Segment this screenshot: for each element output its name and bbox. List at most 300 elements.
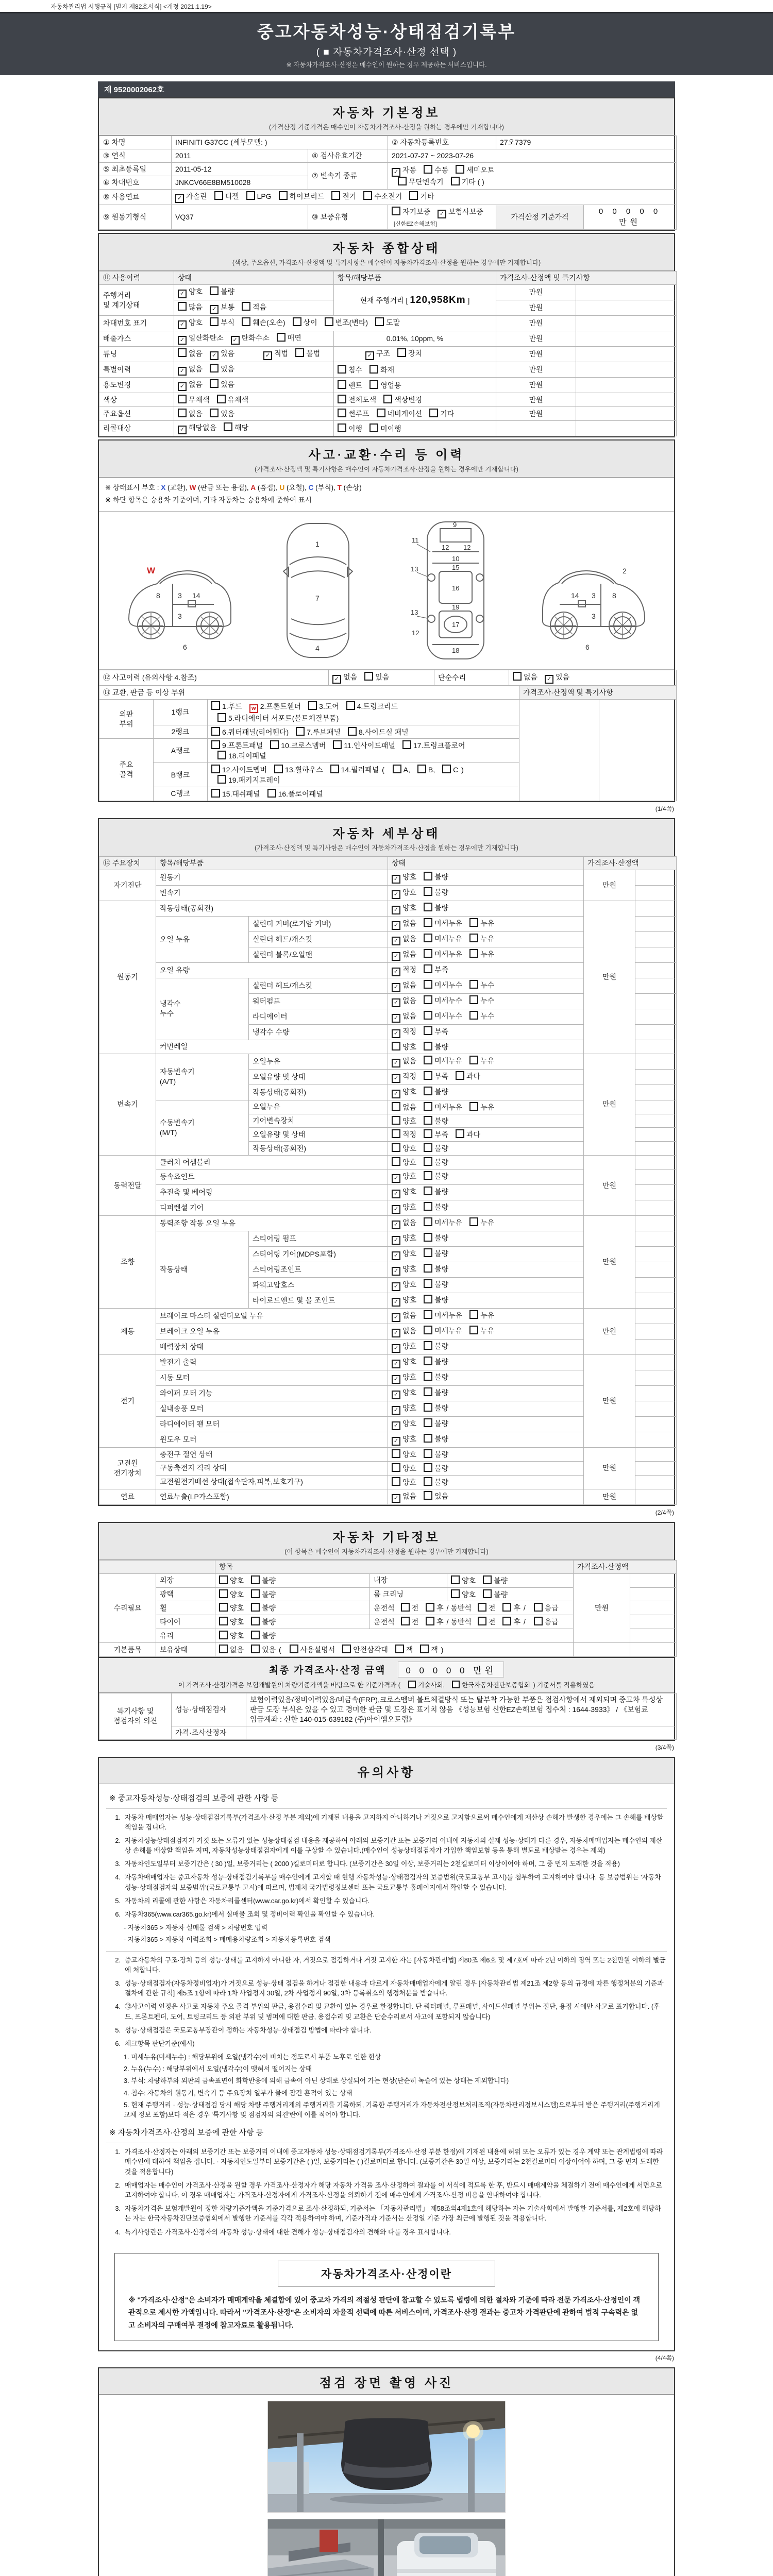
checkbox-양호[interactable]: ✓ (178, 290, 187, 298)
checkbox-label: 불량 (434, 888, 449, 896)
text: 타이어 (160, 1617, 181, 1626)
checkbox-없음[interactable]: ✓ (392, 1313, 400, 1322)
checkbox-불량[interactable] (251, 1589, 260, 1598)
checkbox-없음[interactable] (178, 409, 187, 417)
checkbox-불량[interactable] (251, 1575, 260, 1584)
checkbox-16.플로어패널[interactable] (267, 789, 276, 798)
checkbox-양호[interactable]: ✓ (392, 906, 400, 914)
checkbox-많음[interactable] (178, 302, 187, 311)
checkbox-4.트렁크리드[interactable] (346, 701, 355, 710)
checkbox-불량[interactable] (424, 1202, 432, 1211)
checkbox-자기보증[interactable] (392, 207, 400, 215)
checkbox-적법[interactable]: ✓ (263, 351, 272, 360)
checkbox-도말[interactable] (375, 317, 384, 326)
checkbox-보험사보증[interactable]: ✓ (438, 210, 446, 218)
checkbox-미세누유[interactable] (424, 1310, 432, 1319)
checkbox-양호[interactable]: ✓ (392, 1391, 400, 1399)
checkbox-양호[interactable]: ✓ (392, 1251, 400, 1260)
checkbox-없음[interactable]: ✓ (392, 1329, 400, 1337)
checkbox-B,[interactable] (417, 765, 426, 773)
checkbox-후[interactable] (502, 1617, 511, 1625)
detail-state-table-cell (635, 1040, 677, 1054)
checkbox-양호[interactable]: ✓ (392, 1174, 400, 1183)
checkbox-전기[interactable] (331, 191, 340, 200)
checkbox-매연[interactable] (277, 333, 285, 342)
checkbox-양호[interactable]: ✓ (392, 1267, 400, 1276)
text: 충전구 절연 상태 (160, 1450, 213, 1459)
checkbox-양호[interactable]: ✓ (392, 1437, 400, 1446)
checkbox-기타[interactable] (409, 191, 418, 200)
checkbox-label: 없음 (402, 1327, 417, 1335)
notice-item-text: 체크항목 판단기준(예시) (125, 2039, 195, 2047)
legend-code-U: U (279, 484, 285, 492)
checkbox-있음[interactable] (210, 409, 219, 417)
checkbox-무채색[interactable] (178, 395, 187, 403)
checkbox-C[interactable] (442, 765, 451, 773)
checkbox-일산화탄소[interactable]: ✓ (178, 336, 187, 345)
checkbox-가솔린[interactable]: ✓ (175, 194, 184, 203)
checkbox-색상변경[interactable] (383, 395, 392, 403)
text: 연료누출(LP가스포함) (160, 1492, 229, 1501)
checkbox-응급[interactable] (534, 1603, 543, 1612)
checkbox-디젤[interactable] (214, 191, 223, 200)
checkbox-없음[interactable]: ✓ (178, 382, 187, 391)
text: 등속죠인트 (160, 1173, 195, 1181)
detail-state-table-cell (249, 1009, 388, 1024)
checkbox-label: 기타 ( ) (461, 177, 484, 186)
checkbox-있음[interactable] (210, 379, 219, 388)
text: (판금 또는 용접), (196, 484, 251, 492)
checkbox-미세누유[interactable] (424, 1326, 432, 1334)
checkbox-양호[interactable] (392, 1042, 400, 1050)
checkbox-불량[interactable] (424, 1341, 432, 1350)
detail-state-table-cell (635, 978, 677, 993)
text: 동력전달 (113, 1181, 142, 1190)
checkbox-미세누유[interactable] (424, 1102, 432, 1111)
notice-head-price: ※ 자동차가격조사·산정의 보증에 관한 사항 등 (106, 2122, 667, 2143)
notice-item-text: 자동차매매업자는 중고자동차 성능·상태점검기록부를 매수인에게 고지할 때 현행 자동차성능·상태점검자의 보증범위(국토교통부 고시)를 첨부하여 고지하여야 합니다. 동 보증범위는 '자동차성능·상태점검자의 보증범위'(국토교통부 고시)에 따르며, 법제처 국가법령정보센터 또는 국토교통부 홈페이지에서 확인할 수 있습니다. (125, 1873, 661, 1891)
checkbox-양호[interactable]: ✓ (392, 1375, 400, 1384)
detail-state-table-cell (99, 1355, 156, 1448)
checkbox-전[interactable] (478, 1603, 486, 1612)
checkbox-불량[interactable] (424, 872, 432, 880)
panel-rank-table-cell (599, 699, 677, 801)
price-definition-title: 자동차가격조사·산정이란 (278, 2261, 495, 2286)
checkbox-있음[interactable]: ✓ (545, 675, 553, 684)
overall-state-table-cell (174, 421, 334, 436)
checkbox-없음[interactable]: ✓ (392, 1059, 400, 1067)
text: JNKCV66E8BM510028 (175, 178, 251, 187)
checkbox-불량[interactable] (424, 1463, 432, 1472)
checkbox-양호[interactable]: ✓ (392, 1421, 400, 1430)
checkbox-없음[interactable] (392, 1102, 400, 1111)
checkbox-구조[interactable]: ✓ (365, 351, 374, 360)
basic-info-table-cell (99, 176, 172, 189)
checkbox-미세누유[interactable] (424, 1056, 432, 1064)
checkbox-label: 없음 (402, 934, 417, 943)
checkbox-양호[interactable]: ✓ (392, 1282, 400, 1291)
checkbox-19.패키지트레이[interactable] (217, 775, 226, 784)
text: 고전원 (117, 1459, 138, 1468)
text: 만원 (602, 973, 617, 981)
checkbox-label: 양호 (402, 1234, 417, 1243)
checkbox-과다[interactable] (456, 1129, 464, 1138)
checkbox-없음[interactable]: ✓ (392, 937, 400, 945)
checkbox-label: 양호 (402, 1435, 417, 1444)
checkbox-미세누수[interactable] (424, 995, 432, 1004)
checkbox-영업용[interactable] (369, 380, 378, 389)
etc-info-table-cell (156, 1629, 215, 1643)
checkbox-양호[interactable] (392, 1143, 400, 1152)
checkbox-label: 양호 (402, 1144, 417, 1153)
checkbox-부식[interactable] (210, 317, 219, 326)
svg-text:6: 6 (182, 642, 187, 651)
checkbox-적정[interactable]: ✓ (392, 968, 400, 976)
detail-state-table-cell (388, 1489, 584, 1504)
checkbox-장치[interactable] (397, 348, 406, 357)
checkbox-적음[interactable] (242, 302, 250, 311)
checkbox-없음[interactable]: ✓ (392, 983, 400, 992)
basic-info-table-cell (308, 205, 388, 230)
checkbox-11.인사이드패널[interactable] (333, 740, 342, 749)
checkbox-없음[interactable]: ✓ (392, 1494, 400, 1503)
checkbox-탄화수소[interactable]: ✓ (231, 336, 240, 345)
checkbox-label: 불량 (434, 1464, 449, 1472)
checkbox-없음[interactable]: ✓ (392, 952, 400, 961)
checkbox-없음[interactable]: ✓ (332, 675, 341, 684)
checkbox-불량[interactable] (424, 1372, 432, 1381)
notice-item (107, 1955, 666, 1975)
checkbox-불량[interactable] (210, 286, 219, 295)
checkbox-미세누유[interactable] (424, 934, 432, 942)
checkbox-누수[interactable] (469, 995, 478, 1004)
checkbox-양호[interactable] (392, 1449, 400, 1458)
checkbox-없음[interactable]: ✓ (392, 998, 400, 1007)
checkbox-수소전기[interactable] (363, 191, 372, 200)
checkbox-양호[interactable] (219, 1617, 228, 1625)
checkbox-불량[interactable] (424, 1248, 432, 1257)
checkbox-불량[interactable] (251, 1617, 260, 1625)
detail-state-table-cell (99, 1489, 156, 1504)
checkbox-미세누유[interactable] (424, 918, 432, 927)
detail-state-table-cell (388, 1262, 584, 1278)
checkbox-미세누유[interactable] (424, 949, 432, 958)
checkbox-상이[interactable] (293, 317, 301, 326)
checkbox-양호[interactable]: ✓ (392, 1406, 400, 1415)
checkbox-1.후드[interactable] (211, 701, 220, 710)
checkbox-세미오토[interactable] (456, 165, 464, 174)
checkbox-네비게이션[interactable] (377, 409, 385, 417)
checkbox-적정[interactable] (392, 1129, 400, 1138)
etc-info-table-cell (630, 1601, 677, 1615)
svg-text:6: 6 (585, 642, 590, 651)
price-definition-body: ※ "가격조사·산정"은 소비자가 매매계약을 체결함에 있어 중고차 가격의 적절성 판단에 참고할 수 있도록 법령에 의한 절차와 기준에 따라 전문 가격조사·산정인이 객관적으로 제시한 가액입니다. 따라서 "가격조사·산정"은 소비자의 자율적 선택에 따른 서비스이며, 가격조사·산정 결과는 중고차 가격판단에 관하여 법적 구속력은 없고 소비자의 구매여부 결정에 참고자료로 활용됩니다. (128, 2295, 641, 2329)
detail-state-table-cell (388, 1069, 584, 1084)
checkbox-적정[interactable]: ✓ (392, 1074, 400, 1083)
checkbox-보통[interactable]: ✓ (210, 305, 219, 314)
checkbox-8.사이드실 패널[interactable] (348, 727, 357, 736)
checkbox-없음[interactable] (178, 348, 187, 357)
notice-subitem: 5. 현재 주행거리 · 성능·상태점검 당시 해당 차량 주행거리계의 주행거리를 기록하되, 기록한 주행거리가 자동차전산정보처리조직(자동차관리정보시스템)으로부터 받은 주행거리(주행거리계 교체 정보 포함)보다 적은 경우 '특기사항 및 점검자의 의견'란에 이를 적어야 합니다. (124, 2100, 660, 2119)
text: 자기진단 (113, 880, 142, 889)
checkbox-있음[interactable] (251, 1645, 260, 1653)
checkbox-불량[interactable] (424, 1295, 432, 1303)
overall-state-table-cell (576, 331, 677, 347)
detail-state-table-cell (99, 1448, 156, 1489)
checkbox-불량[interactable] (424, 1387, 432, 1396)
text: 만원 (529, 303, 543, 312)
checkbox-불량[interactable] (483, 1589, 492, 1598)
text: 주요옵션 (103, 409, 131, 418)
checkbox-부족[interactable] (424, 1071, 432, 1080)
checkbox-훼손(오손)[interactable] (242, 317, 250, 326)
checkbox-없음[interactable] (219, 1645, 228, 1653)
checkbox-양호[interactable]: ✓ (392, 1236, 400, 1245)
checkbox-양호[interactable]: ✓ (392, 1344, 400, 1353)
checkbox-label: 있음 (434, 1492, 449, 1500)
checkbox-불량[interactable] (424, 1418, 432, 1427)
checkbox-label: 적정 (402, 965, 417, 974)
checkbox-과다[interactable] (456, 1071, 464, 1080)
text: ) 기준서를 적용하였음 (531, 1681, 595, 1689)
checkbox-양호[interactable] (392, 1116, 400, 1125)
checkbox-양호[interactable] (392, 1477, 400, 1486)
checkbox-6.쿼터패널(리어휀다)[interactable] (211, 727, 220, 736)
car-diagram-side-right (534, 516, 663, 665)
checkbox-없음[interactable]: ✓ (392, 1014, 400, 1023)
checkbox-불량[interactable] (424, 1116, 432, 1125)
text: ⑥ 차대번호 (103, 178, 140, 187)
notice-item (107, 1836, 666, 1855)
damage-checkbox-2.프론트휀더[interactable]: w (249, 704, 258, 713)
checkbox-label: 양호 (402, 1450, 417, 1459)
checkbox-한국자동차진단보증협회[interactable] (452, 1681, 460, 1688)
checkbox-부족[interactable] (424, 1026, 432, 1035)
checkbox-불량[interactable] (424, 1434, 432, 1443)
checkbox-있음[interactable] (364, 672, 373, 681)
checkbox-9.프론트패널[interactable] (211, 740, 220, 749)
checkbox-하이브리드[interactable] (279, 191, 288, 200)
checkbox-누수[interactable] (469, 980, 478, 989)
checkbox-12.사이드멤버[interactable] (211, 765, 220, 773)
checkbox-양호[interactable] (451, 1589, 460, 1598)
checkbox-이행[interactable] (338, 423, 346, 432)
checkbox-10.크로스멤버[interactable] (270, 740, 279, 749)
checkbox-불량[interactable] (251, 1603, 260, 1612)
checkbox-있음[interactable] (424, 1491, 432, 1500)
checkbox-누유[interactable] (469, 918, 478, 927)
checkbox-18.리어패널[interactable] (217, 751, 226, 759)
checkbox-누유[interactable] (469, 1217, 478, 1226)
checkbox-기타 ( )[interactable] (451, 177, 460, 185)
checkbox-불법[interactable] (295, 348, 304, 357)
checkbox-양호[interactable] (219, 1631, 228, 1639)
text: 원동기 (160, 873, 181, 882)
checkbox-누유[interactable] (469, 1102, 478, 1111)
checkbox-전[interactable] (401, 1603, 410, 1612)
checkbox-양호[interactable]: ✓ (392, 1190, 400, 1198)
checkbox-부족[interactable] (424, 1129, 432, 1138)
detail-state-table-cell (635, 916, 677, 931)
checkbox-불량[interactable] (424, 1157, 432, 1166)
checkbox-불량[interactable] (424, 1187, 432, 1195)
checkbox-사용설명서[interactable] (290, 1645, 298, 1653)
checkbox-잭[interactable] (395, 1645, 404, 1653)
checkbox-불량[interactable] (424, 1042, 432, 1050)
checkbox-누수[interactable] (469, 1011, 478, 1020)
detail-state-table-cell (156, 1156, 388, 1170)
checkbox-부족[interactable] (424, 964, 432, 973)
checkbox-양호[interactable]: ✓ (392, 890, 400, 899)
checkbox-적정[interactable]: ✓ (392, 1029, 400, 1038)
text: 만원 (595, 1603, 609, 1612)
svg-text:13: 13 (410, 608, 418, 616)
checkbox-5.라디에이터 서포트(볼트체결부품)[interactable] (217, 713, 226, 722)
checkbox-해당[interactable] (224, 422, 232, 431)
checkbox-수동[interactable] (424, 165, 432, 174)
checkbox-label: 불량 (262, 1604, 276, 1613)
checkbox-label: 불량 (434, 1172, 449, 1181)
checkbox-무단변속기[interactable] (398, 177, 407, 185)
checkbox-후[interactable] (426, 1617, 434, 1625)
checkbox-화재[interactable] (369, 365, 378, 374)
checkbox-양호[interactable] (451, 1575, 460, 1584)
checkbox-없음[interactable] (513, 672, 522, 681)
checkbox-불량[interactable] (251, 1631, 260, 1639)
legend-code-X: X (161, 484, 166, 492)
checkbox-기술사회,[interactable] (408, 1681, 416, 1688)
checkbox-미세누수[interactable] (424, 980, 432, 989)
checkbox-없음[interactable]: ✓ (392, 1221, 400, 1229)
checkbox-없음[interactable]: ✓ (178, 367, 187, 376)
checkbox-불량[interactable] (424, 1143, 432, 1152)
detail-state-table-cell (249, 947, 388, 962)
etc-info-table-cell (215, 1587, 370, 1601)
checkbox-label: 전 (411, 1604, 419, 1613)
checkbox-A,[interactable] (393, 765, 401, 773)
text: ⑬ 교환, 판금 등 이상 부위 (103, 688, 186, 697)
checkbox-있음[interactable] (210, 364, 219, 372)
checkbox-불량[interactable] (424, 1279, 432, 1288)
checkbox-썬루프[interactable] (338, 409, 346, 417)
checkbox-불량[interactable] (424, 1403, 432, 1412)
checkbox-label: 14.필러패널 (341, 766, 379, 774)
checkbox-불량[interactable] (424, 1171, 432, 1180)
detail-state-table-cell (388, 1231, 584, 1247)
checkbox-label: 가솔린 (186, 192, 207, 200)
checkbox-없음[interactable]: ✓ (392, 921, 400, 930)
checkbox-양호[interactable]: ✓ (392, 1298, 400, 1307)
checkbox-7.루브패널[interactable] (296, 727, 305, 736)
checkbox-label: 불량 (262, 1576, 276, 1585)
svg-text:14: 14 (570, 591, 579, 600)
etc-info-table (99, 1560, 677, 1657)
checkbox-렌트[interactable] (338, 380, 346, 389)
detail-state-table-cell (635, 1054, 677, 1069)
checkbox-불량[interactable] (424, 887, 432, 896)
checkbox-양호[interactable]: ✓ (392, 1360, 400, 1368)
checkbox-양호[interactable]: ✓ (392, 1205, 400, 1214)
checkbox-후[interactable] (502, 1603, 511, 1612)
checkbox-누유[interactable] (469, 934, 478, 942)
checkbox-누유[interactable] (469, 1310, 478, 1319)
checkbox-14.필러패널[interactable] (330, 765, 339, 773)
checkbox-양호[interactable]: ✓ (178, 320, 187, 329)
basic-info-table-cell (172, 149, 308, 162)
checkbox-양호[interactable] (219, 1589, 228, 1598)
detail-state-table-cell (584, 856, 677, 870)
etc-info-table-cell (630, 1629, 677, 1643)
checkbox-양호[interactable]: ✓ (392, 1090, 400, 1098)
detail-state-table-cell (249, 1084, 388, 1100)
checkbox-label: 누유 (480, 1103, 495, 1111)
remarks-table-cell (172, 1693, 246, 1726)
overall-state-table-cell (576, 393, 677, 407)
checkbox-응급[interactable] (534, 1617, 543, 1625)
price-definition-box (114, 2253, 659, 2342)
checkbox-15.대쉬패널[interactable] (211, 789, 220, 798)
page-marker-1: (1/4쪽) (655, 805, 674, 812)
checkbox-불량[interactable] (424, 1264, 432, 1273)
checkbox-해당없음[interactable]: ✓ (178, 426, 187, 434)
checkbox-자동[interactable]: ✓ (392, 168, 400, 177)
checkbox-기타[interactable] (429, 409, 438, 417)
checkbox-LPG[interactable] (246, 191, 255, 200)
checkbox-전[interactable] (401, 1617, 410, 1625)
checkbox-전체도색[interactable] (338, 395, 346, 403)
checkbox-침수[interactable] (338, 365, 346, 374)
svg-text:7: 7 (315, 594, 320, 602)
checkbox-변조(변타)[interactable] (325, 317, 333, 326)
detail-state-table-cell (249, 1262, 388, 1278)
checkbox-양호[interactable]: ✓ (392, 875, 400, 884)
checkbox-미세누유[interactable] (424, 1217, 432, 1226)
checkbox-누유[interactable] (469, 1056, 478, 1064)
checkbox-불량[interactable] (424, 1233, 432, 1242)
checkbox-안전삼각대[interactable] (342, 1645, 351, 1653)
checkbox-13.휠하우스[interactable] (274, 765, 283, 773)
checkbox-3.도어[interactable] (308, 701, 317, 710)
checkbox-있음[interactable]: ✓ (210, 351, 219, 360)
checkbox-양호[interactable] (219, 1603, 228, 1612)
checkbox-불량[interactable] (424, 1357, 432, 1365)
notice-item (107, 2002, 666, 2021)
checkbox-17.트렁크플로어[interactable] (402, 740, 411, 749)
text: 작동상태 (160, 1265, 188, 1274)
checkbox-후[interactable] (426, 1603, 434, 1612)
checkbox-유채색[interactable] (217, 395, 226, 403)
checkbox-누유[interactable] (469, 1326, 478, 1334)
checkbox-불량[interactable] (424, 1449, 432, 1458)
checkbox-양호[interactable] (219, 1575, 228, 1584)
checkbox-잭[interactable] (420, 1645, 429, 1653)
checkbox-누유[interactable] (469, 949, 478, 958)
checkbox-불량[interactable] (424, 903, 432, 911)
legend-code-C: C (308, 484, 314, 492)
checkbox-미이행[interactable] (369, 423, 378, 432)
checkbox-양호[interactable] (392, 1157, 400, 1166)
text: 27오7379 (500, 138, 531, 146)
checkbox-불량[interactable] (424, 1477, 432, 1486)
checkbox-불량[interactable] (483, 1575, 492, 1584)
checkbox-양호[interactable] (392, 1463, 400, 1472)
checkbox-전[interactable] (478, 1617, 486, 1625)
checkbox-미세누수[interactable] (424, 1011, 432, 1020)
checkbox-불량[interactable] (424, 1087, 432, 1095)
detail-state-table-cell (156, 1170, 388, 1185)
text: (부식), (313, 484, 338, 492)
notice-subitem: - 자동차365 > 자동차 이력조회 > 매매용차량조회 > 자동차등록번호 검색 (124, 1936, 331, 1944)
